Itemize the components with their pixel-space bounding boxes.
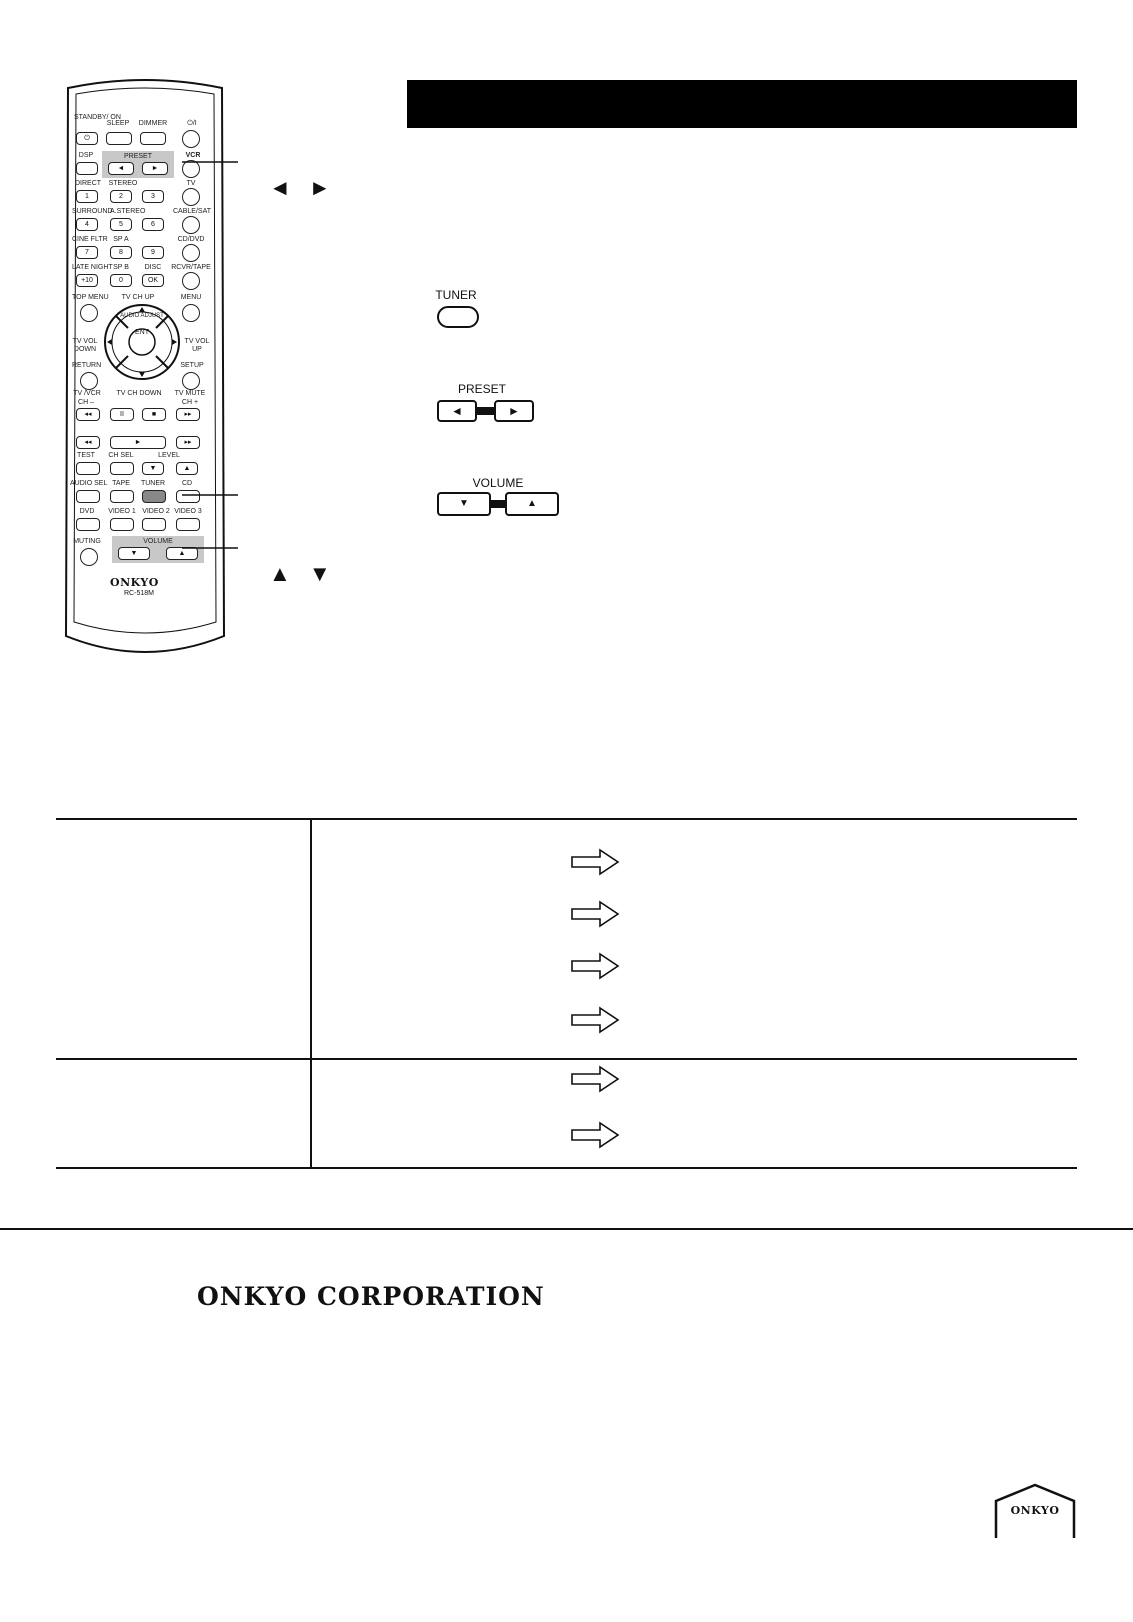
stop-button[interactable]: ■ — [142, 408, 166, 421]
tv-ch-up-label: TV CH UP — [121, 294, 155, 301]
dsp-label: DSP — [78, 152, 94, 159]
setup-label: SETUP — [180, 362, 204, 369]
tv-mute-label: TV MUTE — [174, 390, 206, 397]
muting-label: MUTING — [73, 538, 101, 545]
dsp-button[interactable] — [76, 162, 98, 175]
key-9[interactable]: 9 — [142, 246, 164, 259]
table-column-divider — [310, 818, 312, 1168]
stereo-label: STEREO — [108, 180, 138, 187]
video2-label: VIDEO 2 — [142, 508, 170, 515]
tv-vol-up-label: TV VOL UP — [184, 338, 210, 353]
direct-label: DIRECT — [74, 180, 102, 187]
tape-button[interactable] — [110, 490, 134, 503]
dvd-button[interactable] — [76, 518, 100, 531]
cd-label: CD — [181, 480, 193, 487]
preset-left-button[interactable]: ◄ — [108, 162, 134, 175]
cable-sat-label: CABLE/SAT — [173, 208, 211, 215]
pause-button[interactable]: II — [110, 408, 134, 421]
ch-minus-label: CH – — [78, 399, 94, 406]
volume-label: VOLUME — [472, 476, 524, 490]
dimmer-label: DIMMER — [138, 120, 168, 127]
arrow-right-icon — [570, 848, 620, 876]
sleep-button[interactable] — [106, 132, 132, 145]
power-button[interactable] — [182, 130, 200, 148]
arrow-right-icon — [570, 1121, 620, 1149]
preset-left-button[interactable]: ◄ — [437, 400, 477, 422]
preset-label: PRESET — [123, 153, 152, 160]
level-down-button[interactable]: ▼ — [142, 462, 164, 475]
video1-button[interactable] — [110, 518, 134, 531]
volume-remote-label: VOLUME — [143, 538, 173, 545]
rewind-button[interactable]: ◂◂ — [76, 436, 100, 449]
tv-label: TV — [186, 180, 196, 187]
table-top-rule — [56, 818, 1077, 820]
dvd-label: DVD — [79, 508, 95, 515]
remote-brand-logo: ONKYO — [110, 576, 159, 589]
arrow-right-icon — [570, 900, 620, 928]
key-0[interactable]: 0 — [110, 274, 132, 287]
cd-dvd-label: CD/DVD — [177, 236, 205, 243]
dimmer-button[interactable] — [140, 132, 166, 145]
key-7[interactable]: 7 — [76, 246, 98, 259]
a-stereo-label: A.STEREO — [110, 208, 146, 215]
tuner-label: TUNER — [435, 288, 477, 302]
vcr-label: VCR — [185, 152, 201, 159]
video3-label: VIDEO 3 — [174, 508, 202, 515]
preset-right-button[interactable]: ► — [494, 400, 534, 422]
test-label: TEST — [77, 452, 95, 459]
test-button[interactable] — [76, 462, 100, 475]
next-button[interactable]: ▸▸ — [176, 408, 200, 421]
return-label: RETURN — [72, 362, 102, 369]
audio-sel-label: AUDIO SEL — [70, 480, 108, 487]
level-up-button[interactable]: ▲ — [176, 462, 198, 475]
menu-label: MENU — [180, 294, 202, 301]
tv-vcr-label: TV /VCR — [73, 390, 101, 397]
footer-rule — [0, 1228, 1133, 1230]
standby-label: STANDBY/ ON — [74, 114, 121, 121]
table-middle-rule — [56, 1058, 1077, 1060]
power-label: ⏻/I — [187, 120, 197, 127]
sp-a-label: SP A — [113, 236, 129, 243]
tape-label: TAPE — [112, 480, 130, 487]
tv-vol-down-label: TV VOL DOWN — [72, 338, 98, 353]
ent-label: ENT — [135, 329, 149, 336]
sleep-label: SLEEP — [106, 120, 130, 127]
preset-arrow-glyphs: ◄ ► — [269, 175, 337, 200]
late-night-label: LATE NIGHT — [72, 264, 113, 271]
volume-down-remote-button[interactable]: ▼ — [118, 547, 150, 560]
arrow-right-icon — [570, 1006, 620, 1034]
disc-label: DISC — [144, 264, 162, 271]
rcvr-tape-label: RCVR/TAPE — [171, 264, 211, 271]
level-label: LEVEL — [158, 452, 180, 459]
section-header-bar — [407, 80, 1077, 128]
tuner-remote-label: TUNER — [140, 480, 166, 487]
key-1[interactable]: 1 — [76, 190, 98, 203]
key-ok[interactable]: OK — [142, 274, 164, 287]
volume-up-button[interactable]: ▲ — [505, 492, 559, 516]
preset-connector — [476, 407, 496, 415]
top-menu-label: TOP MENU — [72, 294, 109, 301]
key-8[interactable]: 8 — [110, 246, 132, 259]
ch-sel-button[interactable] — [110, 462, 134, 475]
return-button[interactable] — [80, 372, 98, 390]
fast-forward-button[interactable]: ▸▸ — [176, 436, 200, 449]
ch-sel-label: CH SEL — [108, 452, 134, 459]
preset-right-button[interactable]: ► — [142, 162, 168, 175]
play-button[interactable]: ► — [110, 436, 166, 449]
cine-fltr-label: CINE FLTR — [72, 236, 108, 243]
tuner-button[interactable] — [437, 306, 479, 328]
volume-up-remote-button[interactable]: ▲ — [166, 547, 198, 560]
volume-down-button[interactable]: ▼ — [437, 492, 491, 516]
video1-label: VIDEO 1 — [108, 508, 136, 515]
volume-arrow-glyphs: ▲ ▼ — [269, 561, 337, 586]
arrow-right-icon — [570, 1065, 620, 1093]
ch-plus-label: CH + — [181, 399, 199, 406]
key-5[interactable]: 5 — [110, 218, 132, 231]
surround-label: SURROUND — [72, 208, 113, 215]
audio-sel-button[interactable] — [76, 490, 100, 503]
house-logo-text: ONKYO — [1010, 1504, 1060, 1517]
sp-b-label: SP B — [113, 264, 129, 271]
leader-lines — [160, 150, 240, 560]
table-bottom-rule — [56, 1167, 1077, 1169]
key-4[interactable]: 4 — [76, 218, 98, 231]
key-3[interactable]: 3 — [142, 190, 164, 203]
key-plus10[interactable]: +10 — [76, 274, 98, 287]
key-6[interactable]: 6 — [142, 218, 164, 231]
audio-adjust-label: AUDIO ADJUST — [120, 313, 164, 319]
muting-button[interactable] — [80, 548, 98, 566]
preset-label: PRESET — [457, 382, 506, 396]
remote-model-label: RC-518M — [124, 590, 154, 597]
top-menu-button[interactable] — [80, 304, 98, 322]
key-2[interactable]: 2 — [110, 190, 132, 203]
arrow-right-icon — [570, 952, 620, 980]
prev-button[interactable]: ◂◂ — [76, 408, 100, 421]
tv-ch-down-label: TV CH DOWN — [116, 390, 162, 397]
standby-button[interactable]: ⏻ — [76, 132, 98, 145]
corporation-logo: ONKYO CORPORATION — [197, 1282, 545, 1311]
